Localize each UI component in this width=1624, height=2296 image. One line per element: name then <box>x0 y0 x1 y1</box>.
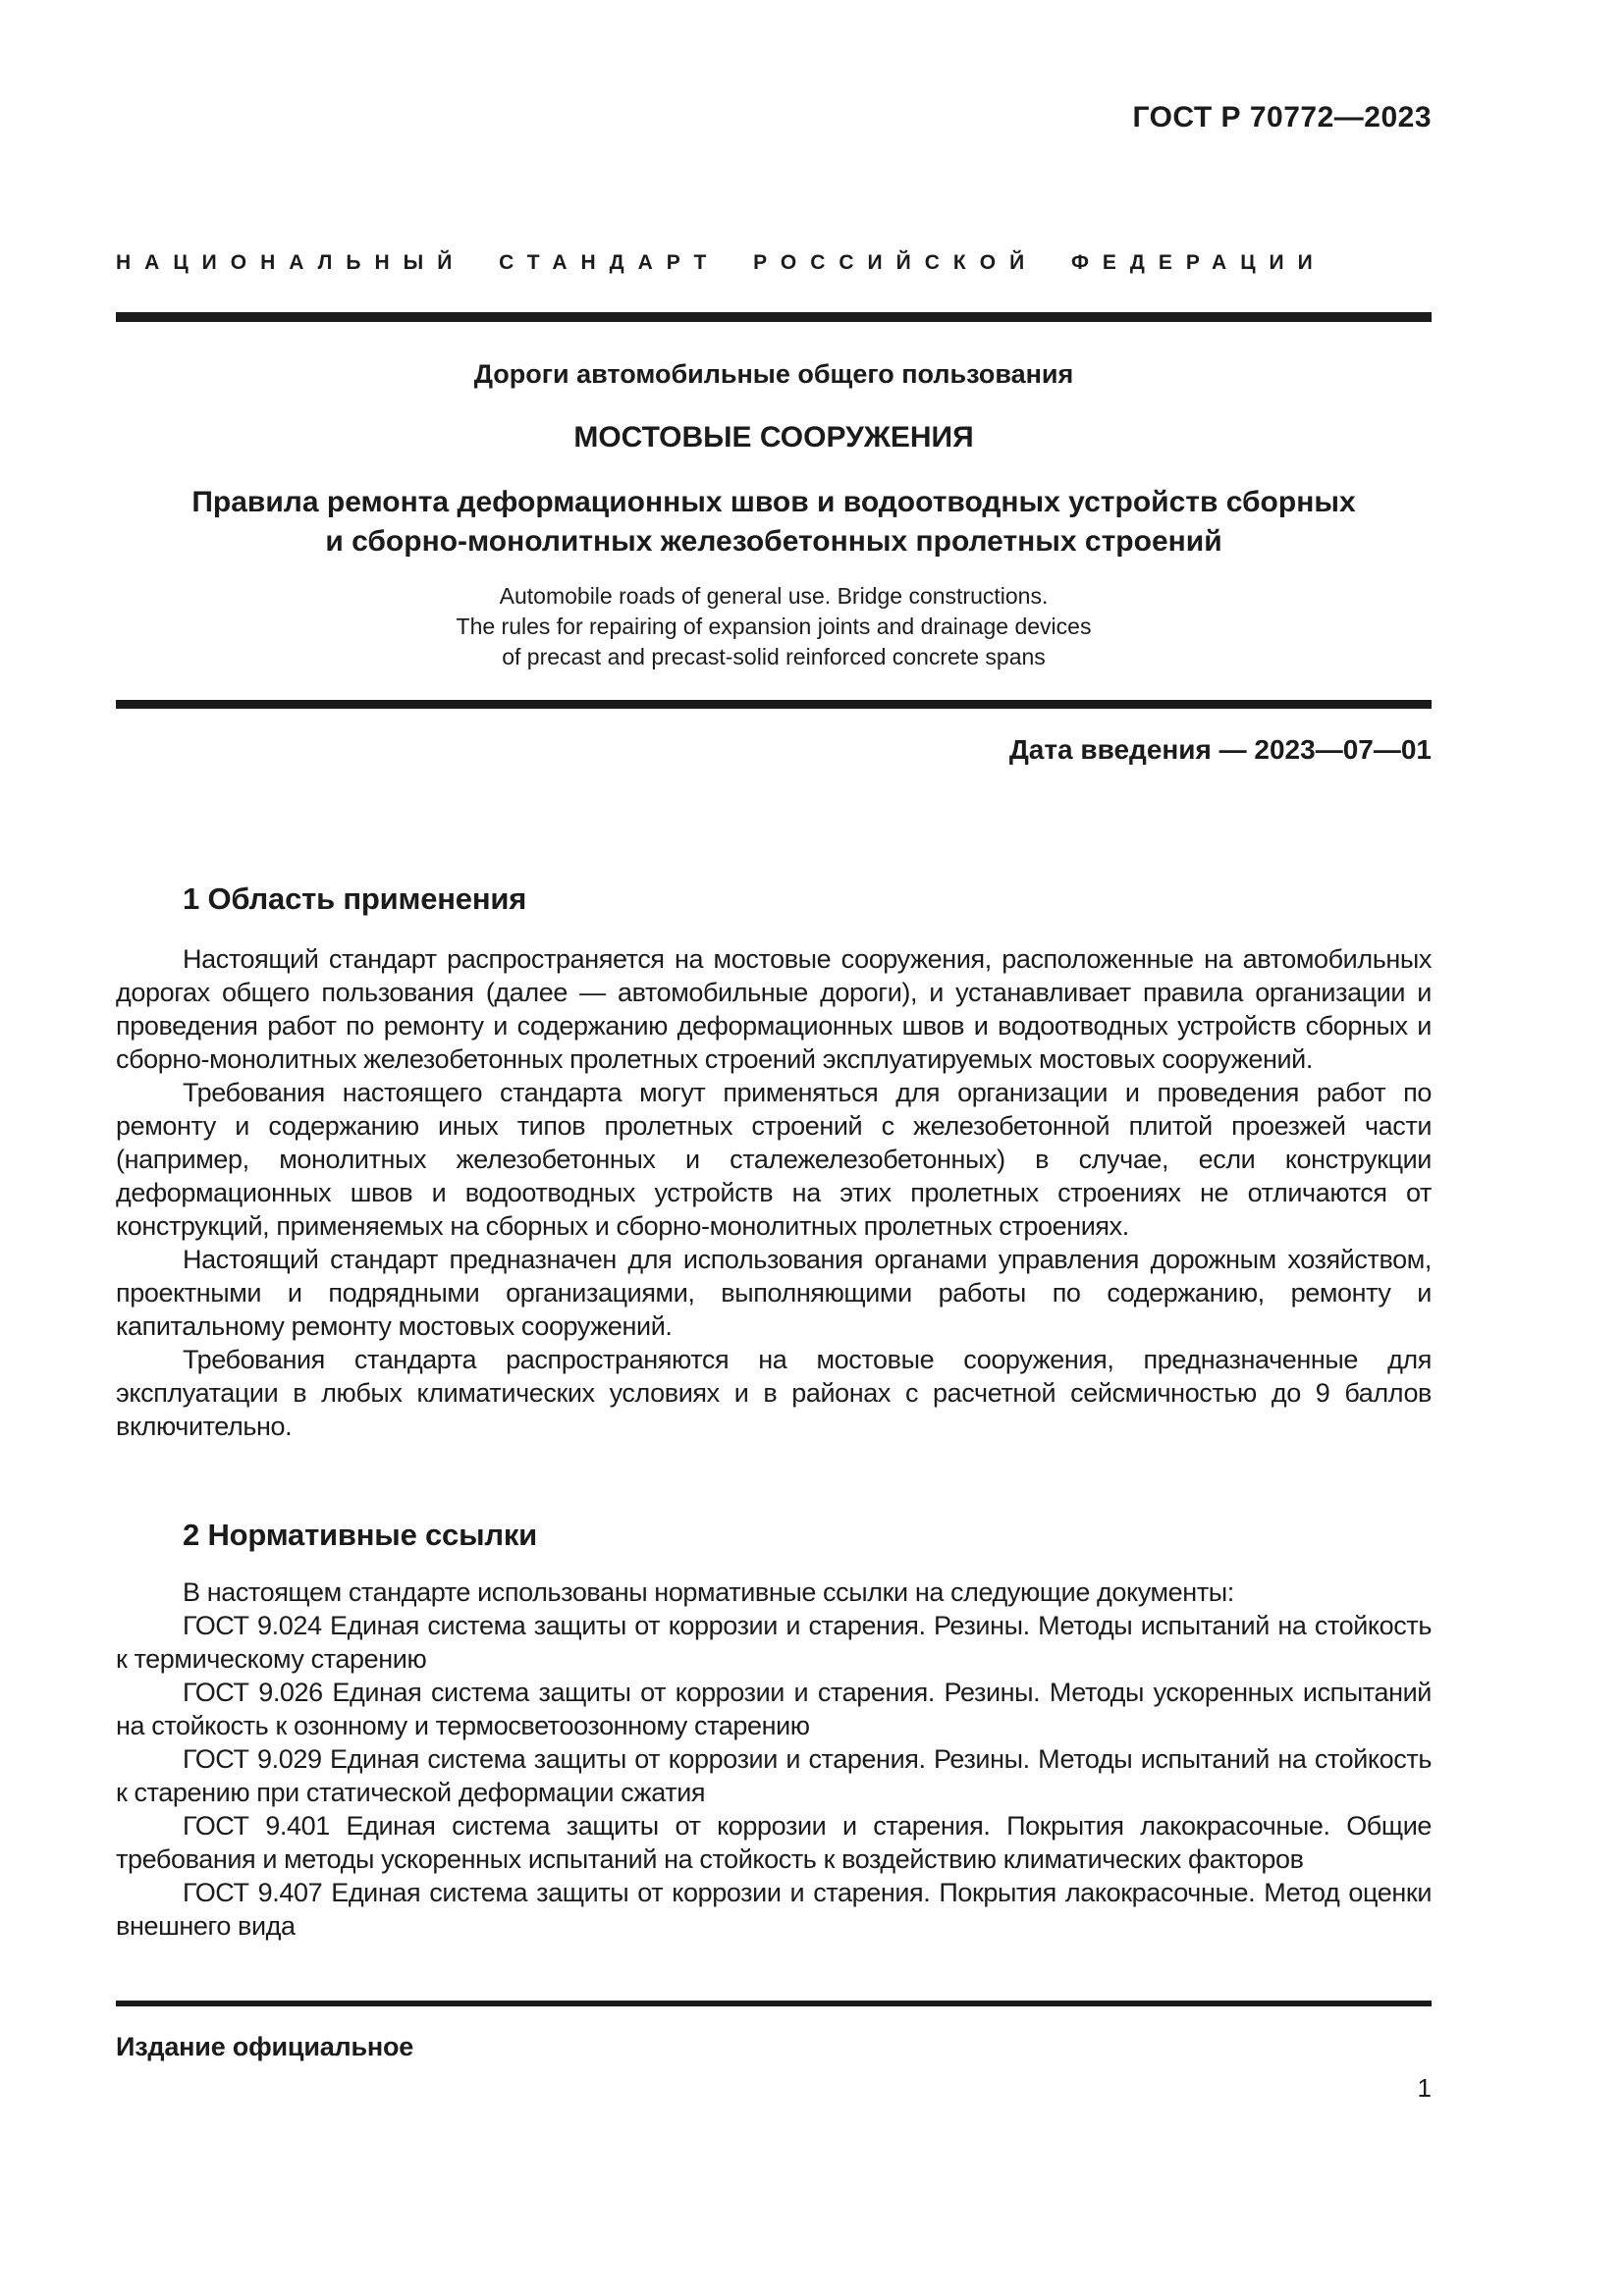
standard-type-heading: НАЦИОНАЛЬНЫЙ СТАНДАРТ РОССИЙСКОЙ ФЕДЕРАЦИИ <box>116 251 1326 274</box>
effective-date: Дата введения — 2023—07—01 <box>1008 734 1432 765</box>
title-subtitle-line1: Правила ремонта деформационных швов и водоотводных устройств сборных <box>191 486 1356 518</box>
section-2-reference-3: ГОСТ 9.029 Единая система защиты от коррозии и старения. Резины. Методы испытаний на стойкость к старению при статической деформации сжатия <box>116 1744 1432 1807</box>
title-english <box>116 581 1432 672</box>
section-2-reference-5: ГОСТ 9.407 Единая система защиты от коррозии и старения. Покрытия лакокрасочные. Метод оценки внешнего вида <box>116 1878 1432 1941</box>
title-english-line3: of precast and precast-solid reinforced concrete spans <box>502 644 1046 669</box>
section-2-body <box>116 1575 1432 1943</box>
section-1-paragraph-1: Настоящий стандарт распространяется на мостовые сооружения, расположенные на автомобильных дорогах общего пользования (далее — автомобильные дороги), и устанавливает правила организации и проведения работ по ремонту и содержанию деформационных швов и водоотводных устройств сборных и сборно-монолитных железобетонных пролетных строений эксплуатируемых мостовых сооружений. <box>116 944 1432 1074</box>
divider-rule-top <box>116 312 1432 322</box>
divider-rule-middle <box>116 700 1432 709</box>
edition-note: Издание официальное <box>116 2032 414 2061</box>
page-number: 1 <box>1417 2073 1432 2103</box>
section-1-heading: 1 Область применения <box>183 881 527 916</box>
section-2-heading: 2 Нормативные ссылки <box>183 1518 538 1552</box>
section-1-paragraph-4: Требования стандарта распространяются на мостовые сооружения, предназначенные для эксплуатации в любых климатических условиях и в районах с расчетной сейсмичностью до 9 баллов включительно. <box>116 1345 1432 1441</box>
title-english-line1: Automobile roads of general use. Bridge constructions. <box>499 583 1049 609</box>
title-subtitle <box>116 483 1432 561</box>
section-2-reference-4: ГОСТ 9.401 Единая система защиты от коррозии и старения. Покрытия лакокрасочные. Общие требования и методы ускоренных испытаний на стойкость к воздействию климатических факторов <box>116 1811 1432 1874</box>
section-2-intro: В настоящем стандарте использованы нормативные ссылки на следующие документы: <box>183 1577 1234 1607</box>
section-1-paragraph-2: Требования настоящего стандарта могут применяться для организации и проведения работ по ремонту и содержанию иных типов пролетных строений с железобетонной плитой проезжей части (например, монолитных железобетонных и сталежелезобетонных) в случае, если конструкции деформационных швов и водоотводных устройств на этих пролетных строениях не отличаются от конструкций, применяемых на сборных и сборно-монолитных пролетных строениях. <box>116 1078 1432 1241</box>
divider-rule-footer <box>116 2001 1432 2006</box>
title-english-line2: The rules for repairing of expansion joints and drainage devices <box>456 614 1092 639</box>
section-2-reference-2: ГОСТ 9.026 Единая система защиты от коррозии и старения. Резины. Методы ускоренных испытаний на стойкость к озонному и термосветоозонному старению <box>116 1678 1432 1740</box>
doc-number: ГОСТ Р 70772—2023 <box>1132 101 1432 133</box>
title-main: МОСТОВЫЕ СООРУЖЕНИЯ <box>573 421 974 454</box>
section-1-paragraph-3: Настоящий стандарт предназначен для использования органами управления дорожным хозяйством, проектными и подрядными организациями, выполняющими работы по содержанию, ремонту и капитальному ремонту мостовых сооружений. <box>116 1245 1432 1341</box>
section-2-reference-1: ГОСТ 9.024 Единая система защиты от коррозии и старения. Резины. Методы испытаний на стойкость к термическому старению <box>116 1611 1432 1674</box>
title-subject: Дороги автомобильные общего пользования <box>473 359 1074 389</box>
section-1-body <box>116 942 1432 1443</box>
title-subtitle-line2: и сборно-монолитных железобетонных пролетных строений <box>325 525 1222 558</box>
